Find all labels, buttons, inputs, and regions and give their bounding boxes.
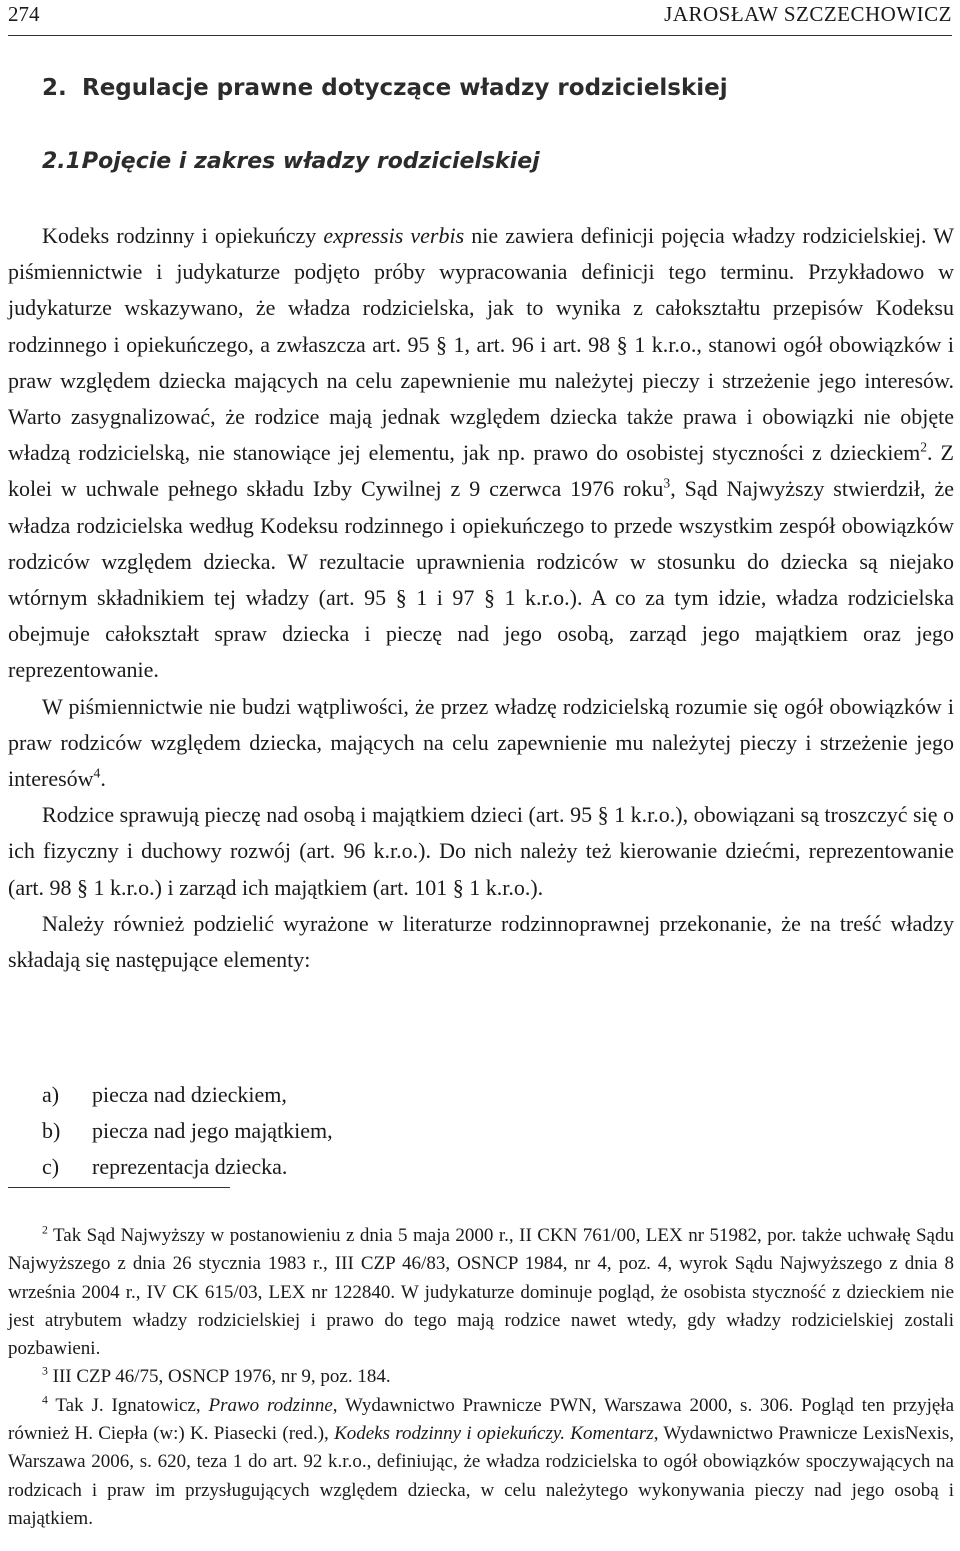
- footnote-text: , Wydawnictwo Prawnicze LexisNexis, Warszawa 2006, s. 620, teza 1 do art. 92 k.r.o., definiując, że władza rodzicielska to ogół obowiązków spoczywających na rodzicach i praw im przysługujących względem dziecka, w celu należytego wykonywania pieczy nad jego osobą i majątkiem.: [8, 1423, 954, 1529]
- footnote-number: 4: [42, 1393, 48, 1407]
- paragraph-3: Rodzice sprawują pieczę nad osobą i majątkiem dzieci (art. 95 § 1 k.r.o.), obowiązani są troszczyć się o ich fizyczny i duchowy rozwój (art. 96 k.r.o.). Do nich należy też kierowanie dziećmi, reprezentowanie (art. 98 § 1 k.r.o.) i zarząd ich majątkiem (art. 101 § 1 k.r.o.).: [8, 802, 954, 900]
- book-title: Prawo rodzinne: [208, 1394, 333, 1416]
- paragraph-text: nie zawiera definicji pojęcia władzy rodzicielskiej. W piśmiennictwie i judykaturze podjęto próby wypracowania definicji tego terminu. Przykładowo w judykaturze wskazywano, że władza rodzicielska, jak to wynika z całokształtu przepisów Kodeksu rodzinnego i opiekuńczego, a zwłaszcza art. 95 § 1, art. 96 i art. 98 § 1 k.r.o., stanowi ogół obowiązków i praw względem dziecka mających na celu zapewnienie mu należytej pieczy i strzeżenie jego interesów. Warto zasygnalizować, że rodzice mają jednak względem dziecka także prawa i obowiązki nie objęte władzą rodzicielską, nie stanowiące jej elementu, jak np. prawo do osobistej styczności z dzieckiem: [8, 223, 954, 466]
- latin-phrase: expressis verbis: [323, 223, 465, 248]
- footnote-ref-2[interactable]: 2: [920, 439, 928, 455]
- footnote-ref-4[interactable]: 4: [93, 765, 101, 781]
- subsection-title: Pojęcie i zakres władzy rodzicielskiej: [82, 149, 540, 174]
- paragraph-text: , Sąd Najwyższy stwierdził, że władza rodzicielska według Kodeksu rodzinnego i opiekuńczego to przede wszystkim zespół obowiązków rodziców względem dziecka. W rezultacie uprawnienia rodziców w stosunku do dziecka są niejako wtórnym składnikiem tej władzy (art. 95 § 1 i 97 § 1 k.r.o.). A co za tym idzie, władza rodzicielska obejmuje całokształt spraw dziecka i pieczę nad jego osobą, zarząd jego majątkiem oraz jego reprezentowanie.: [8, 476, 954, 683]
- paragraph-text: W piśmiennictwie nie budzi wątpliwości, że przez władzę rodzicielską rozumie się ogół obowiązków i praw rodziców względem dziecka, mających na celu zapewnienie mu należytej pieczy i strzeżenie jego interesów: [8, 693, 954, 792]
- footnote-number: 3: [42, 1365, 48, 1379]
- list-item-text: piecza nad dzieckiem,: [92, 1082, 287, 1107]
- subsection-heading: [42, 144, 540, 180]
- footnotes: [8, 1222, 954, 1533]
- list-item: [42, 1149, 333, 1185]
- footnote-3: [8, 1363, 954, 1391]
- paragraph-text: Kodeks rodzinny i opiekuńczy: [42, 223, 324, 248]
- paragraph-1: [8, 218, 954, 689]
- section-number: 2.: [42, 75, 67, 101]
- list-marker: c): [42, 1154, 60, 1180]
- paragraph-2: [8, 689, 954, 798]
- list-marker: b): [42, 1118, 61, 1144]
- subsection-number: 2.1.: [42, 149, 90, 174]
- page-number: 274: [8, 2, 40, 26]
- footnote-divider: [8, 1187, 230, 1188]
- paragraph-text: .: [100, 766, 106, 792]
- running-header-author: JAROSŁAW SZCZECHOWICZ: [664, 2, 952, 26]
- footnote-text: , Wydawnictwo Prawnicze PWN, Warszawa 2000, s. 306. Pogląd ten przyjęła również H. Ciepła (w:) K. Piasecki (red.),: [8, 1394, 955, 1445]
- footnote-text: III CZP 46/75, OSNCP 1976, nr 9, poz. 184.: [47, 1366, 391, 1388]
- list-item: [42, 1113, 333, 1149]
- footnote-text: Tak J. Ignatowicz,: [47, 1394, 209, 1416]
- list-item-text: piecza nad jego majątkiem,: [92, 1118, 333, 1144]
- body-text: [8, 218, 954, 978]
- running-header: [8, 0, 952, 28]
- header-divider: [8, 35, 952, 36]
- footnote-4: [8, 1392, 954, 1533]
- book-title: Kodeks rodzinny i opiekuńczy. Komentarz: [334, 1423, 654, 1445]
- section-heading: [42, 70, 728, 106]
- footnote-number: 2: [42, 1223, 48, 1237]
- list-item: [42, 1077, 333, 1113]
- footnote-text: Tak Sąd Najwyższy w postanowieniu z dnia 5 maja 2000 r., II CKN 761/00, LEX nr 51982, por. także uchwałę Sądu Najwyższego z dnia 26 stycznia 1983 r., III CZP 46/83, OSNCP 1984, nr 4, poz. 4, wyrok Sądu Najwyższego z dnia 8 września 2004 r., IV CK 615/03, LEX nr 122840. W judykaturze dominuje pogląd, że osobista styczność z dzieckiem nie jest atrybutem władzy rodzicielskiej i prawo do tego mają rodzice nawet wtedy, gdy władzy rodzicielskiej zostali pozbawieni.: [8, 1225, 954, 1360]
- footnote-2: [8, 1222, 954, 1363]
- section-title: Regulacje prawne dotyczące władzy rodzicielskiej: [82, 75, 728, 101]
- paragraph-4: Należy również podzielić wyrażone w literaturze rodzinnoprawnej przekonanie, że na treść władzy składają się następujące elementy:: [8, 910, 954, 973]
- paragraph-text: . Z kolei w uchwale pełnego składu Izby Cywilnej z 9 czerwca 1976 roku: [8, 440, 954, 502]
- list-marker: a): [42, 1082, 60, 1107]
- elements-list: [42, 1077, 333, 1186]
- list-item-text: reprezentacja dziecka.: [92, 1154, 288, 1180]
- footnote-ref-3[interactable]: 3: [663, 476, 671, 492]
